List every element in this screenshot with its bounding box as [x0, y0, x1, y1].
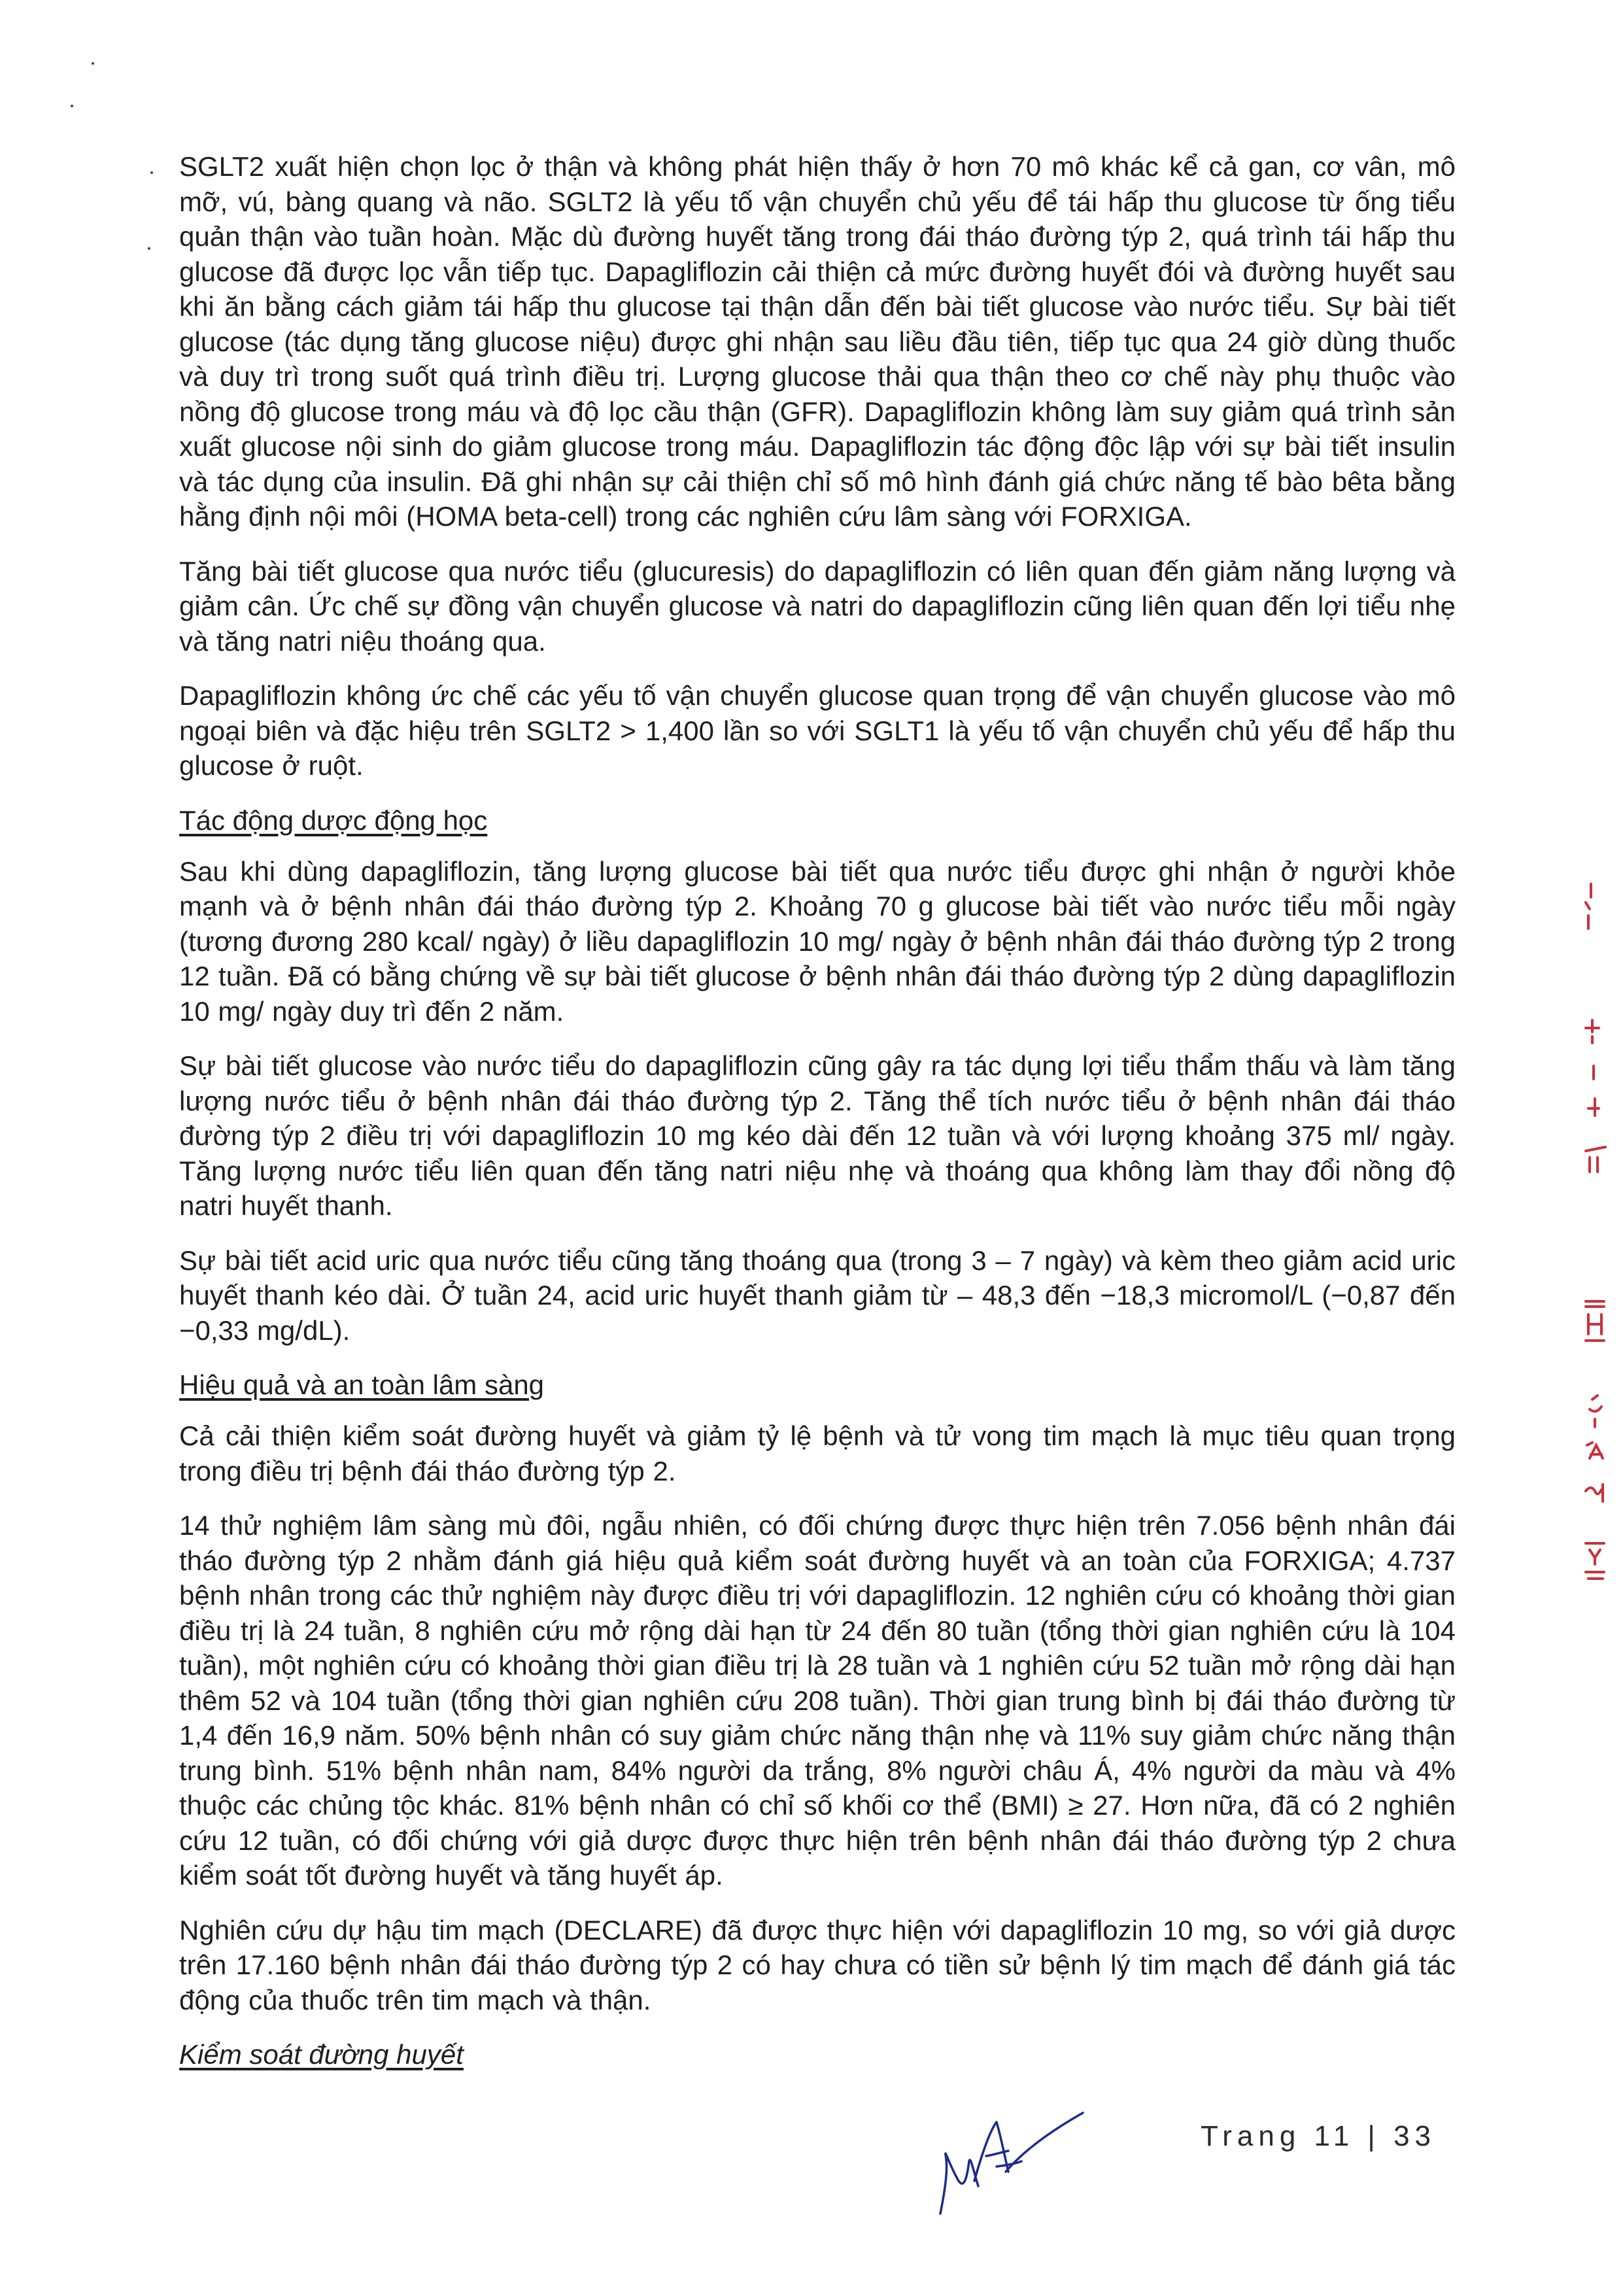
paragraph-clinical-trials: 14 thử nghiệm lâm sàng mù đôi, ngẫu nhiên, có đối chứng được thực hiện trên 7.056 bệnh nhân đái tháo đường týp 2 nhằm đánh giá hiệu quả kiểm soát đường huyết và an toàn của FORXIGA; 4.737 bệnh nhân trong các thử nghiệm này được điều trị với dapagliflozin. 12 nghiên cứu có khoảng thời gian điều trị là 24 tuần, 8 nghiên cứu mở rộng dài hạn từ 24 đến 80 tuần (tổng thời gian nghiên cứu là 104 tuần), một nghiên cứu có khoảng thời gian điều trị là 28 tuần và 1 nghiên cứu 52 tuần mở rộng dài hạn thêm 52 và 104 tuần (tổng thời gian nghiên cứu 208 tuần). Thời gian trung bình bị đái tháo đường từ 1,4 đến 16,9 năm. 50% bệnh nhân có suy giảm chức năng thận nhẹ và 11% suy giảm chức năng thận trung bình. 51% bệnh nhân nam, 84% người da trắng, 8% người châu Á, 4% người da màu và 4% thuộc các chủng tộc khác. 81% bệnh nhân có chỉ số khối cơ thể (BMI) ≥ 27. Hơn nữa, đã có 2 nghiên cứu 12 tuần, có đối chứng với giả dược được thực hiện trên bệnh nhân đái tháo đường týp 2 chưa kiểm soát tốt đường huyết và tăng huyết áp.: [179, 1510, 1456, 1891]
page-number: Trang 11 | 33: [1201, 2120, 1437, 2152]
paragraph-declare: Nghiên cứu dự hậu tim mạch (DECLARE) đã được thực hiện với dapagliflozin 10 mg, so với giả dược trên 17.160 bệnh nhân đái tháo đường týp 2 có hay chưa có tiền sử bệnh lý tim mạch để đánh giá tác động của thuốc trên tim mạch và thận.: [179, 1914, 1456, 2015]
section-heading-efficacy-safety: Hiệu quả và an toàn lâm sàng: [179, 1369, 545, 1400]
section-heading-glycemic-control: Kiểm soát đường huyết: [179, 2039, 464, 2070]
signature-mark: [929, 2109, 1099, 2220]
scan-speck: [148, 247, 150, 250]
paragraph-selectivity: Dapagliflozin không ức chế các yếu tố vận chuyển glucose quan trọng để vận chuyển glucose vào mô ngoại biên và đặc hiệu trên SGLT2 > 1,400 lần so với SGLT1 là yếu tố vận chuyển chủ yếu để hấp thu glucose ở ruột.: [179, 680, 1456, 781]
paragraph-glucose-excretion: Sau khi dùng dapagliflozin, tăng lượng glucose bài tiết qua nước tiểu được ghi nhận ở người khỏe mạnh và ở bệnh nhân đái tháo đường týp 2. Khoảng 70 g glucose bài tiết vào nước tiểu mỗi ngày (tương đương 280 kcal/ ngày) ở liều dapagliflozin 10 mg/ ngày ở bệnh nhân đái tháo đường týp 2 trong 12 tuần. Đã có bằng chứng về sự bài tiết glucose ở bệnh nhân đái tháo đường týp 2 dùng dapagliflozin 10 mg/ ngày duy trì đến 2 năm.: [179, 855, 1456, 1027]
stamp-fragment: [1566, 883, 1612, 1635]
paragraph-uric-acid: Sự bài tiết acid uric qua nước tiểu cũng tăng thoáng qua (trong 3 – 7 ngày) và kèm theo giảm acid uric huyết thanh kéo dài. Ở tuần 24, acid uric huyết thanh giảm từ – 48,3 đến −18,3 micromol/L (−0,87 đến −0,33 mg/dL).: [179, 1244, 1456, 1346]
document-body: [179, 149, 1456, 2088]
paragraph-goals: Cả cải thiện kiểm soát đường huyết và giảm tỷ lệ bệnh và tử vong tim mạch là mục tiêu quan trọng trong điều trị bệnh đái tháo đường týp 2.: [179, 1420, 1456, 1486]
scan-speck: [92, 62, 94, 65]
section-heading-pharmacodynamics: Tác động dược động học: [179, 804, 488, 836]
paragraph-sglt2-mechanism: SGLT2 xuất hiện chọn lọc ở thận và không phát hiện thấy ở hơn 70 mô khác kể cả gan, cơ vân, mô mỡ, vú, bàng quang và não. SGLT2 là yếu tố vận chuyển chủ yếu để tái hấp thu glucose từ ống tiểu quản thận vào tuần hoàn. Mặc dù đường huyết tăng trong đái tháo đường týp 2, quá trình tái hấp thu glucose đã được lọc vẫn tiếp tục. Dapagliflozin cải thiện cả mức đường huyết đói và đường huyết sau khi ăn bằng cách giảm tái hấp thu glucose tại thận dẫn đến bài tiết glucose vào nước tiểu. Sự bài tiết glucose (tác dụng tăng glucose niệu) được ghi nhận sau liều đầu tiên, tiếp tục qua 24 giờ dùng thuốc và duy trì trong suốt quá trình điều trị. Lượng glucose thải qua thận theo cơ chế này phụ thuộc vào nồng độ glucose trong máu và độ lọc cầu thận (GFR). Dapagliflozin không làm suy giảm quá trình sản xuất glucose nội sinh do giảm glucose trong máu. Dapagliflozin tác động độc lập với sự bài tiết insulin và tác dụng của insulin. Đã ghi nhận sự cải thiện chỉ số mô hình đánh giá chức năng tế bào bêta bằng hằng định nội môi (HOMA beta-cell) trong các nghiên cứu lâm sàng với FORXIGA.: [179, 151, 1456, 532]
scan-speck: [71, 105, 73, 107]
paragraph-glucuresis: Tăng bài tiết glucose qua nước tiểu (glucuresis) do dapagliflozin có liên quan đến giảm năng lượng và giảm cân. Ức chế sự đồng vận chuyển glucose và natri do dapagliflozin cũng liên quan đến lợi tiểu nhẹ và tăng natri niệu thoáng qua.: [179, 555, 1456, 657]
scan-speck: [150, 171, 153, 174]
paragraph-osmotic-diuresis: Sự bài tiết glucose vào nước tiểu do dapagliflozin cũng gây ra tác dụng lợi tiểu thẩm thấu và làm tăng lượng nước tiểu ở bệnh nhân đái tháo đường týp 2. Tăng thể tích nước tiểu ở bệnh nhân đái tháo đường týp 2 điều trị với dapagliflozin 10 mg kéo dài đến 12 tuần và với lượng khoảng 375 ml/ ngày. Tăng lượng nước tiểu liên quan đến tăng natri niệu nhẹ và thoáng qua không làm thay đổi nồng độ natri huyết thanh.: [179, 1050, 1456, 1221]
